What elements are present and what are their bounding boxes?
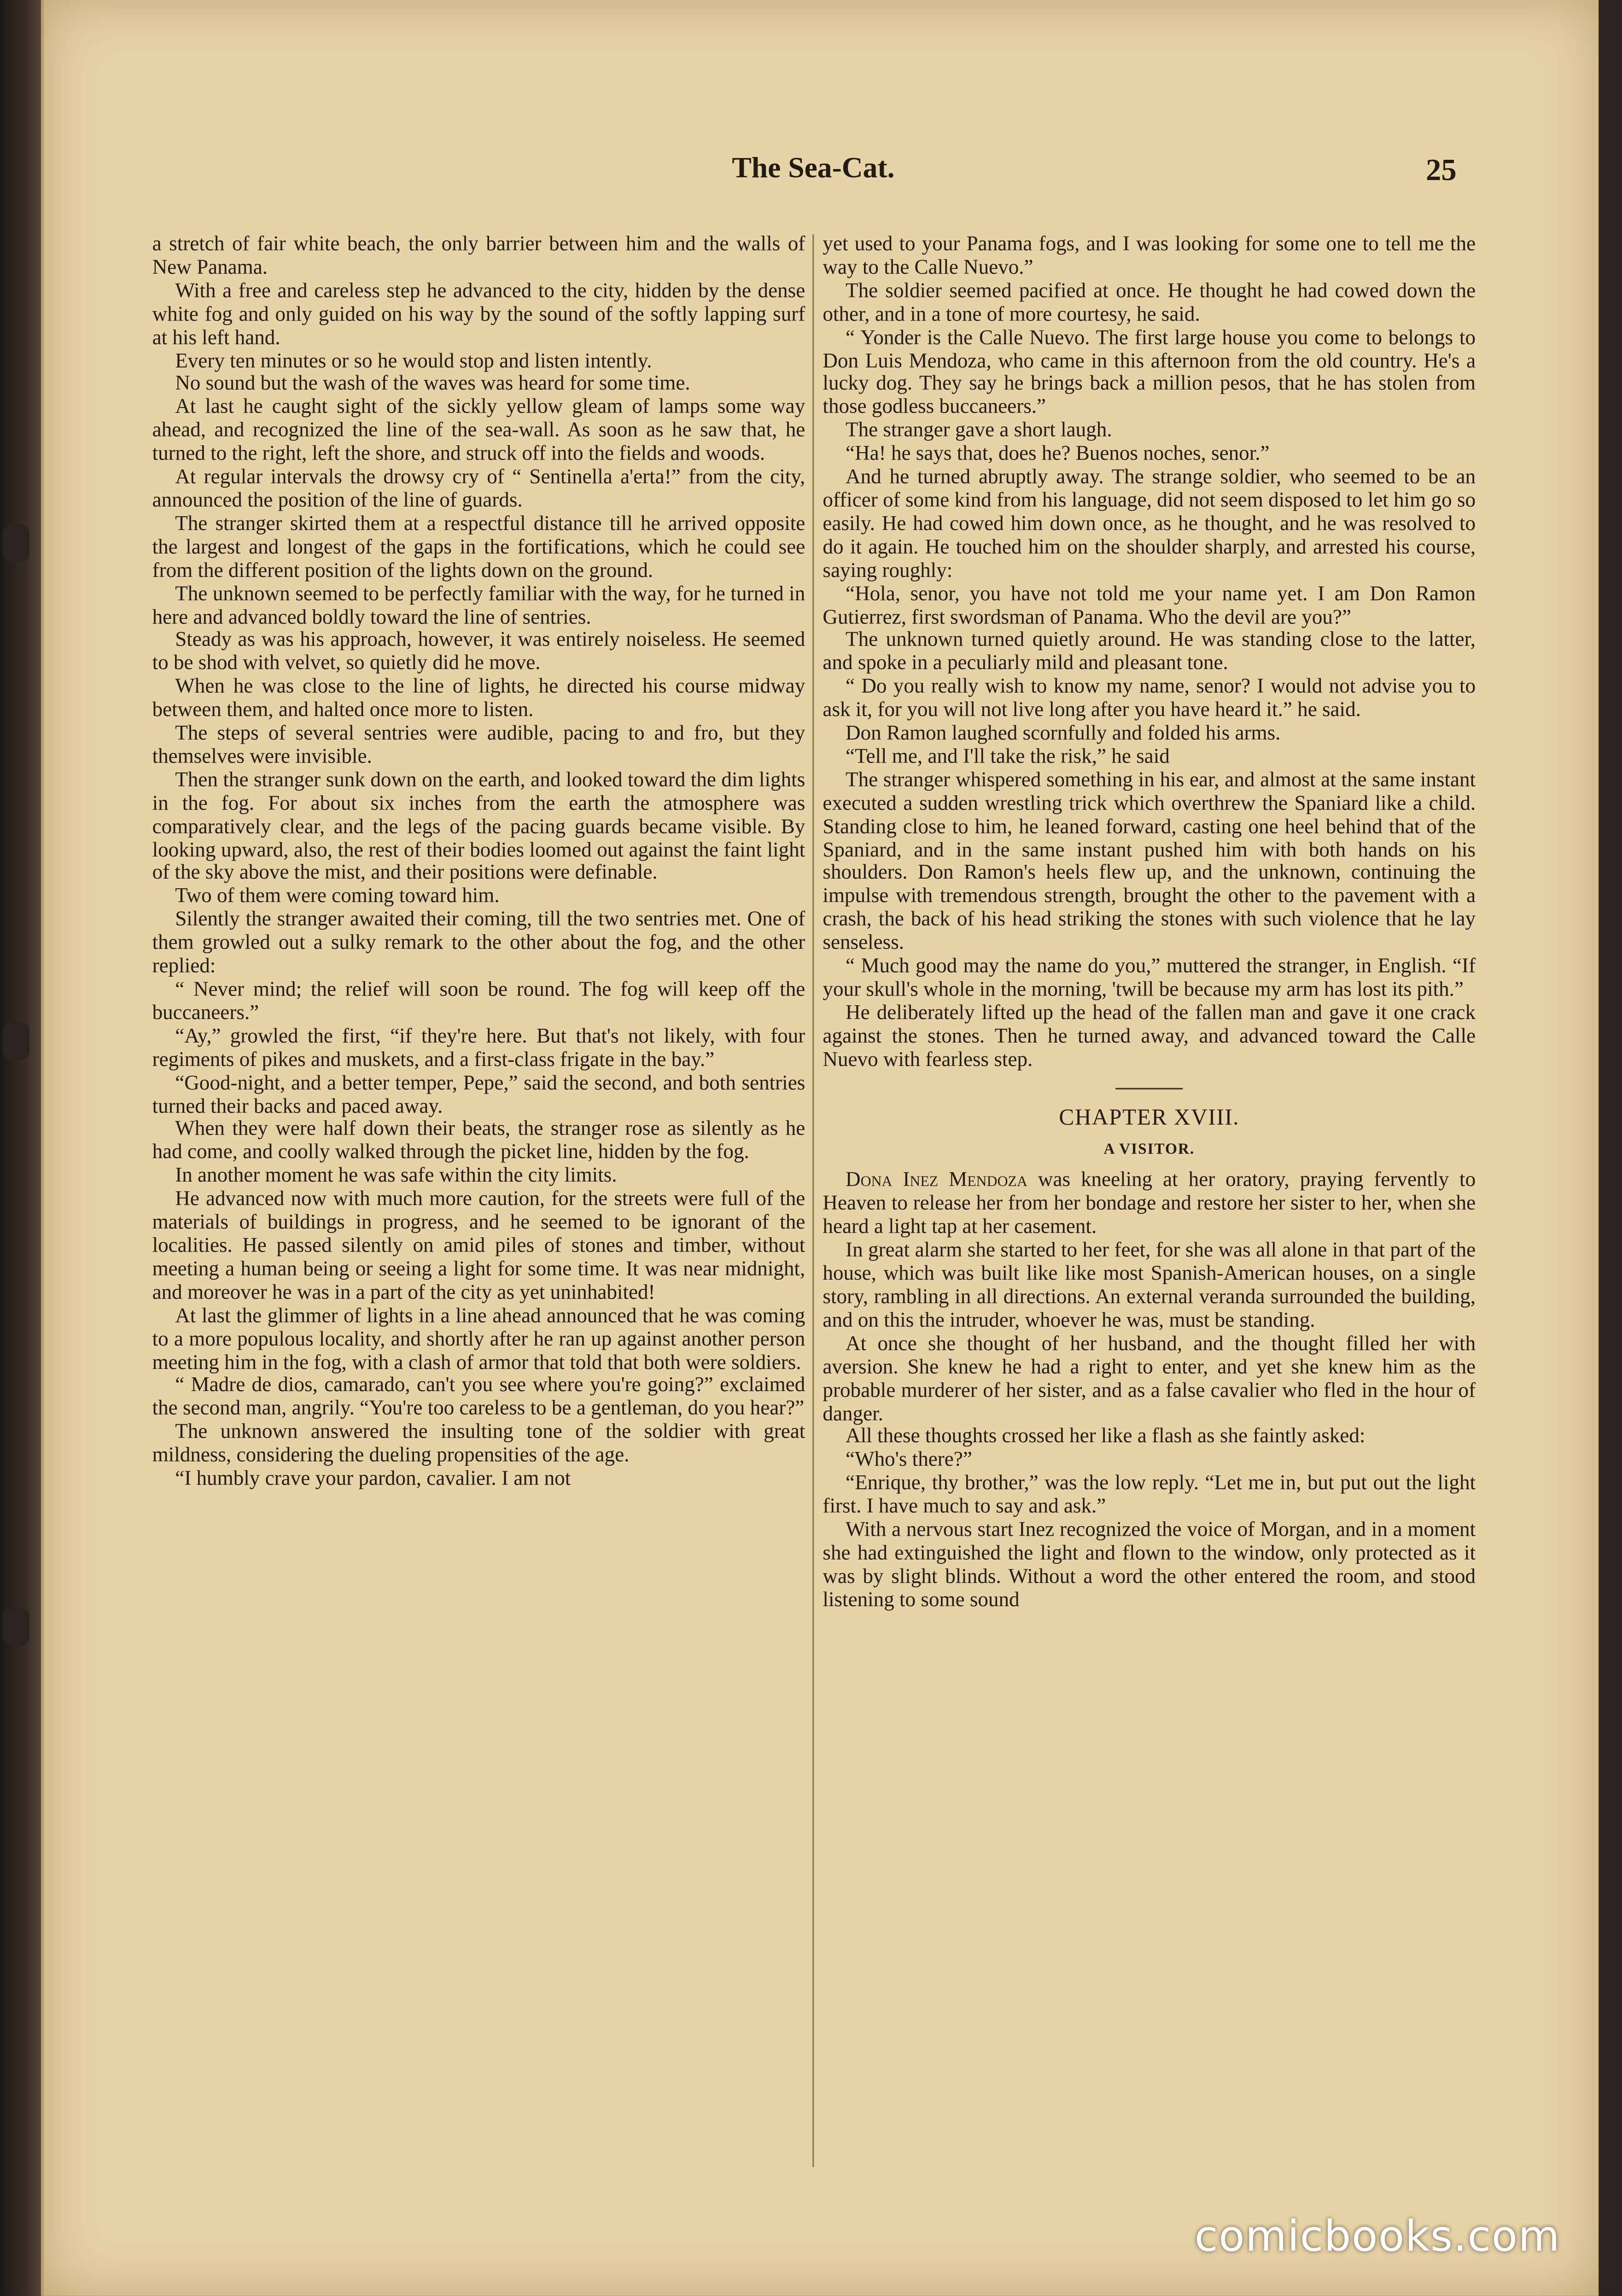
chapter-rule	[1115, 1087, 1183, 1089]
paragraph: When they were half down their beats, the stranger rose as silently as he had come, and coolly walked through the picket line, hidden by the fog.	[152, 1118, 805, 1165]
paragraph: At once she thought of her husband, and the thought filled her with aversion. She knew he had a right to enter, and yet she knew him as the probable murderer of her sister, and as a false cavalier who fled in the hour of danger.	[823, 1332, 1476, 1426]
paragraph: With a free and careless step he advanced to the city, hidden by the dense white fog and only guided on his way by the sound of the softly lapping surf at his left hand.	[152, 279, 805, 350]
paragraph: “Who's there?”	[846, 1448, 972, 1472]
chapter-opening-text: was kneeling at her oratory, praying fervently to Heaven to release her from her bondage and restore her sister to her, when she heard a light tap at her casement.	[823, 1169, 1476, 1239]
paragraph: He deliberately lifted up the head of the fallen man and gave it one crack against the stones. Then he turned away, and advanced toward the Calle Nuevo with fearless step.	[823, 1001, 1476, 1072]
paragraph: “Hola, senor, you have not told me your name yet. I am Don Ramon Gutierrez, first swordsman of Panama. Who the devil are you?”	[823, 582, 1476, 629]
paragraph: “ Do you really wish to know my name, senor? I would not advise you to ask it, for you will not live long after you have heard it.” he said.	[823, 675, 1476, 723]
watermark: comicbooks.com	[1194, 2211, 1561, 2261]
paragraph: When he was close to the line of lights, he directed his course midway between them, and halted once more to listen.	[152, 675, 805, 723]
paragraph: At last he caught sight of the sickly yellow gleam of lamps some way ahead, and recognized the line of the sea-wall. As soon as he saw that, he turned to the right, left the shore, and struck off into the fields and woods.	[152, 396, 805, 466]
right-column-text	[823, 1241, 1476, 1613]
paragraph: “ Never mind; the relief will soon be round. The fog will keep off the buccaneers.”	[152, 978, 805, 1025]
binding-hole	[3, 1608, 29, 1646]
paragraph: Every ten minutes or so he would stop and listen intently.	[175, 349, 652, 373]
paragraph: The steps of several sentries were audible, pacing to and fro, but they themselves were invisible.	[152, 722, 805, 769]
paragraph: “ Madre de dios, camarado, can't you see where you're going?” exclaimed the second man, angrily. “You're too careless to be a gentleman, do you hear?”	[152, 1374, 805, 1421]
paragraph: The stranger whispered something in his ear, and almost at the same instant executed a sudden wrestling trick which overthrew the Spaniard like a child. Standing close to him, he leaned forward, casting one heel behind that of the Spaniard, and in the same instant pushed him with both hands on his shoulders. Don Ramon's heels flew up, and the unknown, continuing the impulse with tremendous strength, brought the other to the pavement with a crash, the back of his head striking the stones with such violence that he lay senseless.	[823, 768, 1476, 955]
paragraph: The unknown answered the insulting tone of the soldier with great mildness, considering the dueling propensities of the age.	[152, 1421, 805, 1468]
paragraph: The stranger gave a short laugh.	[846, 419, 1112, 443]
paragraph: “Tell me, and I'll take the risk,” he said	[846, 745, 1170, 769]
paragraph: “ Yonder is the Calle Nuevo. The first large house you come to belongs to Don Luis Mendoza, who came in this afternoon from the old country. He's a lucky dog. They say he brings back a million pesos, that he has stolen from those godless buccaneers.”	[823, 326, 1476, 420]
paragraph: Steady as was his approach, however, it was entirely noiseless. He seemed to be shod with velvet, so quietly did he move.	[152, 629, 805, 676]
paragraph: The unknown seemed to be perfectly familiar with the way, for he turned in here and advanced boldly toward the line of sentries.	[152, 582, 805, 629]
book-page	[41, 0, 1599, 2296]
binding-hole	[3, 524, 29, 562]
page-number: 25	[1426, 152, 1457, 188]
paragraph: At regular intervals the drowsy cry of “ Sentinella a'erta!” from the city, announced the position of the line of guards.	[152, 466, 805, 513]
right-column	[823, 234, 1476, 1613]
paragraph: No sound but the wash of the waves was heard for some time.	[175, 373, 690, 396]
running-title: The Sea-Cat.	[732, 152, 895, 185]
paragraph: “Good-night, and a better temper, Pepe,” said the second, and both sentries turned their backs and paced away.	[152, 1071, 805, 1118]
running-header	[44, 152, 1599, 196]
column-divider	[812, 234, 814, 2167]
paragraph: a stretch of fair white beach, the only barrier between him and the walls of New Panama.	[152, 233, 805, 280]
left-column	[152, 234, 805, 1492]
paragraph: “Ay,” growled the first, “if they're here. But that's not likely, with four regiments of pikes and muskets, and a first-class frigate in the bay.”	[152, 1025, 805, 1072]
paragraph: Then the stranger sunk down on the earth, and looked toward the dim lights in the fog. For about six inches from the earth the atmosphere was comparatively clear, and the legs of the pacing guards became visible. By looking upward, also, the rest of their bodies loomed out against the faint light of the sky above the mist, and their positions were definable.	[152, 768, 805, 886]
paragraph: With a nervous start Inez recognized the voice of Morgan, and in a moment she had extinguished the light and flown to the window, only protected as it was by slight blinds. Without a word the other entered the room, and stood listening to some sound	[823, 1518, 1476, 1612]
chapter-subtitle: A VISITOR.	[1103, 1141, 1195, 1158]
binding-hole	[3, 1022, 29, 1061]
paragraph: The soldier seemed pacified at once. He thought he had cowed down the other, and in a tone of more courtesy, he said.	[823, 279, 1476, 326]
chapter-opening-paragraph	[823, 1171, 1476, 1241]
paragraph: The stranger skirted them at a respectful distance till he arrived opposite the largest and longest of the gaps in the fortifications, which he could see from the different position of the lights down on the ground.	[152, 512, 805, 583]
paragraph: yet used to your Panama fogs, and I was looking for some one to tell me the way to the Calle Nuevo.”	[823, 233, 1476, 280]
chapter-title: CHAPTER XVIII.	[1059, 1105, 1240, 1130]
paragraph: “Ha! he says that, does he? Buenos noches, senor.”	[846, 442, 1270, 466]
paragraph: Don Ramon laughed scornfully and folded his arms.	[846, 722, 1281, 746]
paragraph: At last the glimmer of lights in a line ahead announced that he was coming to a more populous locality, and shortly after he ran up against another person meeting him in the fog, with a clash of armor that told that both were soldiers.	[152, 1304, 805, 1375]
paragraph: “Enrique, thy brother,” was the low reply. “Let me in, but put out the light first. I have much to say and ask.”	[823, 1472, 1476, 1519]
paragraph: In another moment he was safe within the city limits.	[175, 1164, 617, 1188]
paragraph: “I humbly crave your pardon, cavalier. I am not	[175, 1467, 571, 1491]
paragraph: The unknown turned quietly around. He was standing close to the latter, and spoke in a peculiarly mild and pleasant tone.	[823, 629, 1476, 676]
paragraph: He advanced now with much more caution, for the streets were full of the materials of buildings in progress, and he seemed to be ignorant of the localities. He passed silently on amid piles of stones and timber, without meeting a human being or seeing a light for some time. It was near midnight, and moreover he was in a part of the city as yet uninhabited!	[152, 1188, 805, 1305]
chapter-opening-words: Dona Inez Mendoza	[846, 1169, 1027, 1193]
paragraph: Silently the stranger awaited their coming, till the two sentries met. One of them growled out a sulky remark to the other about the fog, and the other replied:	[152, 908, 805, 979]
paragraph: “ Much good may the name do you,” muttered the stranger, in English. “If your skull's whole in the morning, 'twill be because my arm has lost its pith.”	[823, 955, 1476, 1002]
paragraph: Two of them were coming toward him.	[175, 885, 500, 909]
paragraph: In great alarm she started to her feet, for she was all alone in that part of the house, which was built like like most Spanish-American houses, on a single story, rambling in all directions. An external veranda surrounded the building, and on this the intruder, whoever he was, must be standing.	[823, 1239, 1476, 1333]
paragraph: And he turned abruptly away. The strange soldier, who seemed to be an officer of some kind from his language, did not seem disposed to let him go so easily. He had cowed him down once, as he thought, and he was resolved to do it again. He touched him on the shoulder sharply, and arrested his course, saying roughly:	[823, 466, 1476, 583]
paragraph: All these thoughts crossed her like a flash as she faintly asked:	[846, 1425, 1365, 1449]
right-column-text	[823, 234, 1476, 1073]
